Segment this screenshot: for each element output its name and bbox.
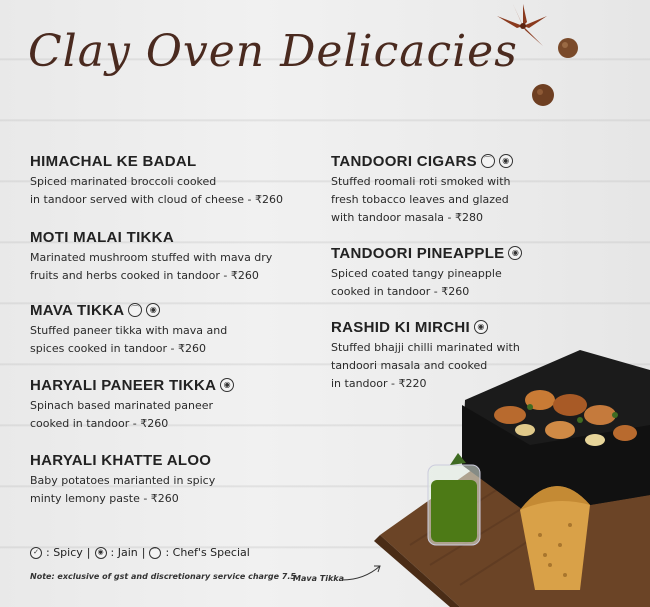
dish-name: TANDOORI CIGARS (331, 152, 477, 170)
dish-name: MAVA TIKKA (30, 301, 125, 319)
dish-name: HARYALI KHATTE ALOO (30, 451, 212, 469)
dish-desc-line: in tandoor served with cloud of cheese - ₹260 (30, 193, 284, 206)
dish-name: MOTI MALAI TIKKA (30, 228, 174, 246)
dish-desc-line: cooked in tandoor - ₹260 (331, 285, 470, 298)
legend-jain: : Jain (110, 546, 138, 559)
legend-separator: | (141, 546, 146, 559)
chef-hat-icon: ⌒ (149, 547, 161, 559)
dish-tandoori-cigars (331, 152, 621, 227)
dish-desc-line: in tandoor - ₹220 (331, 377, 427, 390)
chilli-icon: ✓ (30, 547, 42, 559)
dish-desc-line: Stuffed roomali roti smoked with (331, 175, 511, 188)
dish-desc-line: Stuffed paneer tikka with mava and (30, 324, 228, 337)
dish-desc-line: minty lemony paste - ₹260 (30, 492, 179, 505)
dish-desc-line: Baby potatoes marianted in spicy (30, 474, 216, 487)
nutmeg-decoration (556, 36, 580, 60)
jain-icon: ◉ (220, 378, 234, 392)
jain-icon: ◉ (146, 303, 160, 317)
dish-desc-line: fruits and herbs cooked in tandoor - ₹260 (30, 269, 259, 282)
dish-name: HARYALI PANEER TIKKA (30, 376, 217, 394)
tax-note: Note: exclusive of gst and discretionary service charge 7.5 (30, 572, 296, 581)
legend-chef: : Chef's Special (165, 546, 250, 559)
photo-caption: Mava Tikka (293, 574, 344, 583)
dish-tandoori-pineapple (331, 244, 621, 301)
chef-hat-icon: ⌒ (481, 154, 495, 168)
dish-desc-line: Spiced marinated broccoli cooked (30, 175, 217, 188)
arrow-icon (340, 562, 386, 584)
jain-icon: ◉ (508, 246, 522, 260)
dish-name: HIMACHAL KE BADAL (30, 152, 197, 170)
dish-desc-line: Stuffed bhajji chilli marinated with (331, 341, 520, 354)
dish-haryali-paneer-tikka (30, 376, 320, 433)
dish-himachal-ke-badal (30, 152, 320, 209)
dish-desc-line: cooked in tandoor - ₹260 (30, 417, 169, 430)
dish-desc-line: spices cooked in tandoor - ₹260 (30, 342, 207, 355)
nutmeg-decoration-2 (530, 82, 556, 108)
legend-separator: | (86, 546, 91, 559)
page-title: Clay Oven Delicacies (28, 26, 518, 77)
dish-name: TANDOORI PINEAPPLE (331, 244, 505, 262)
dish-name: RASHID KI MIRCHI (331, 318, 470, 336)
legend (30, 546, 250, 559)
dish-haryali-khatte-aloo (30, 451, 320, 508)
dish-desc-line: Spiced coated tangy pineapple (331, 267, 502, 280)
chef-hat-icon: ⌒ (128, 303, 142, 317)
dish-desc-line: fresh tobacco leaves and glazed (331, 193, 509, 206)
food-photo (370, 345, 650, 607)
dish-desc-line: Spinach based marinated paneer (30, 399, 214, 412)
dish-desc-line: tandoori masala and cooked (331, 359, 488, 372)
dish-moti-malai-tikka (30, 228, 320, 285)
legend-spicy: : Spicy (46, 546, 83, 559)
dish-mava-tikka (30, 301, 320, 358)
jain-icon: ◉ (474, 320, 488, 334)
dish-desc-line: Marinated mushroom stuffed with mava dry (30, 251, 273, 264)
jain-icon: ◉ (95, 547, 107, 559)
jain-icon: ◉ (499, 154, 513, 168)
dish-desc-line: with tandoor masala - ₹280 (331, 211, 484, 224)
